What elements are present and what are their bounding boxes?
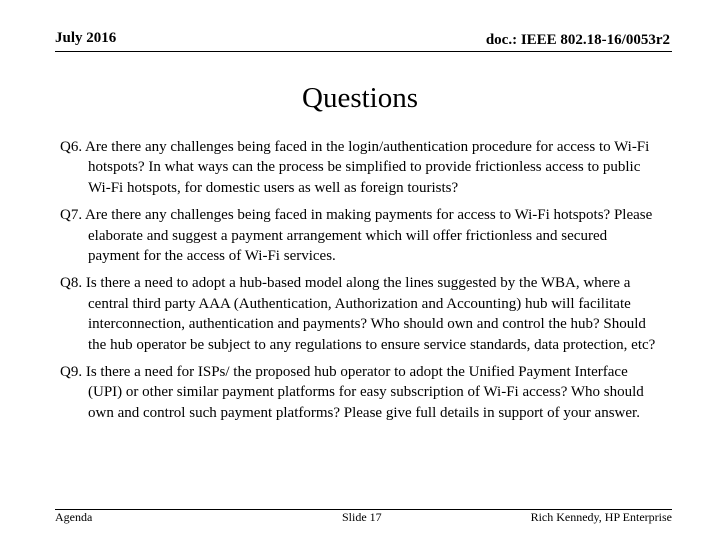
question-q6: Q6. Are there any challenges being faced in the login/authentication procedure for access to Wi-Fi hotspots? In what ways can the process be simplified to provide frictionless access to public Wi-Fi hotspots, for domestic users as well as foreign tourists?: [60, 139, 650, 196]
footer-agenda-label: Agenda: [55, 510, 93, 524]
header-date: July 2016: [55, 30, 117, 46]
header-doc-id: doc.: IEEE 802.18-16/0053r2: [485, 32, 670, 48]
question-q7: Q7. Are there any challenges being faced in making payments for access to Wi-Fi hotspots? Please elaborate and suggest a payment arrangement which will offer frictionless and secured payment for the access of Wi-Fi services.: [60, 207, 653, 265]
question-q9: Q9. Is there a need for ISPs/ the proposed hub operator to adopt the Unified Payment Interface (UPI) or other similar payment platforms for easy subscription of Wi-Fi access? Who should own and control such payment platforms? Please give full details in support of your answer.: [60, 364, 644, 421]
header-divider: [55, 51, 672, 52]
question-list: [60, 137, 660, 430]
question-q8: Q8. Is there a need to adopt a hub-based model along the lines suggested by the WBA, where a central third party AAA (Authentication, Authorization and Accounting) hub will facilitate interconnection, authentication and payments? Who should own and control the hub? Should the hub operator be subject to any regulations to ensure service standards, data protection, etc?: [60, 275, 656, 353]
slide-title: Questions: [302, 82, 418, 114]
footer-author: Rich Kennedy, HP Enterprise: [530, 510, 672, 524]
slide-number: Slide 17: [342, 510, 382, 524]
